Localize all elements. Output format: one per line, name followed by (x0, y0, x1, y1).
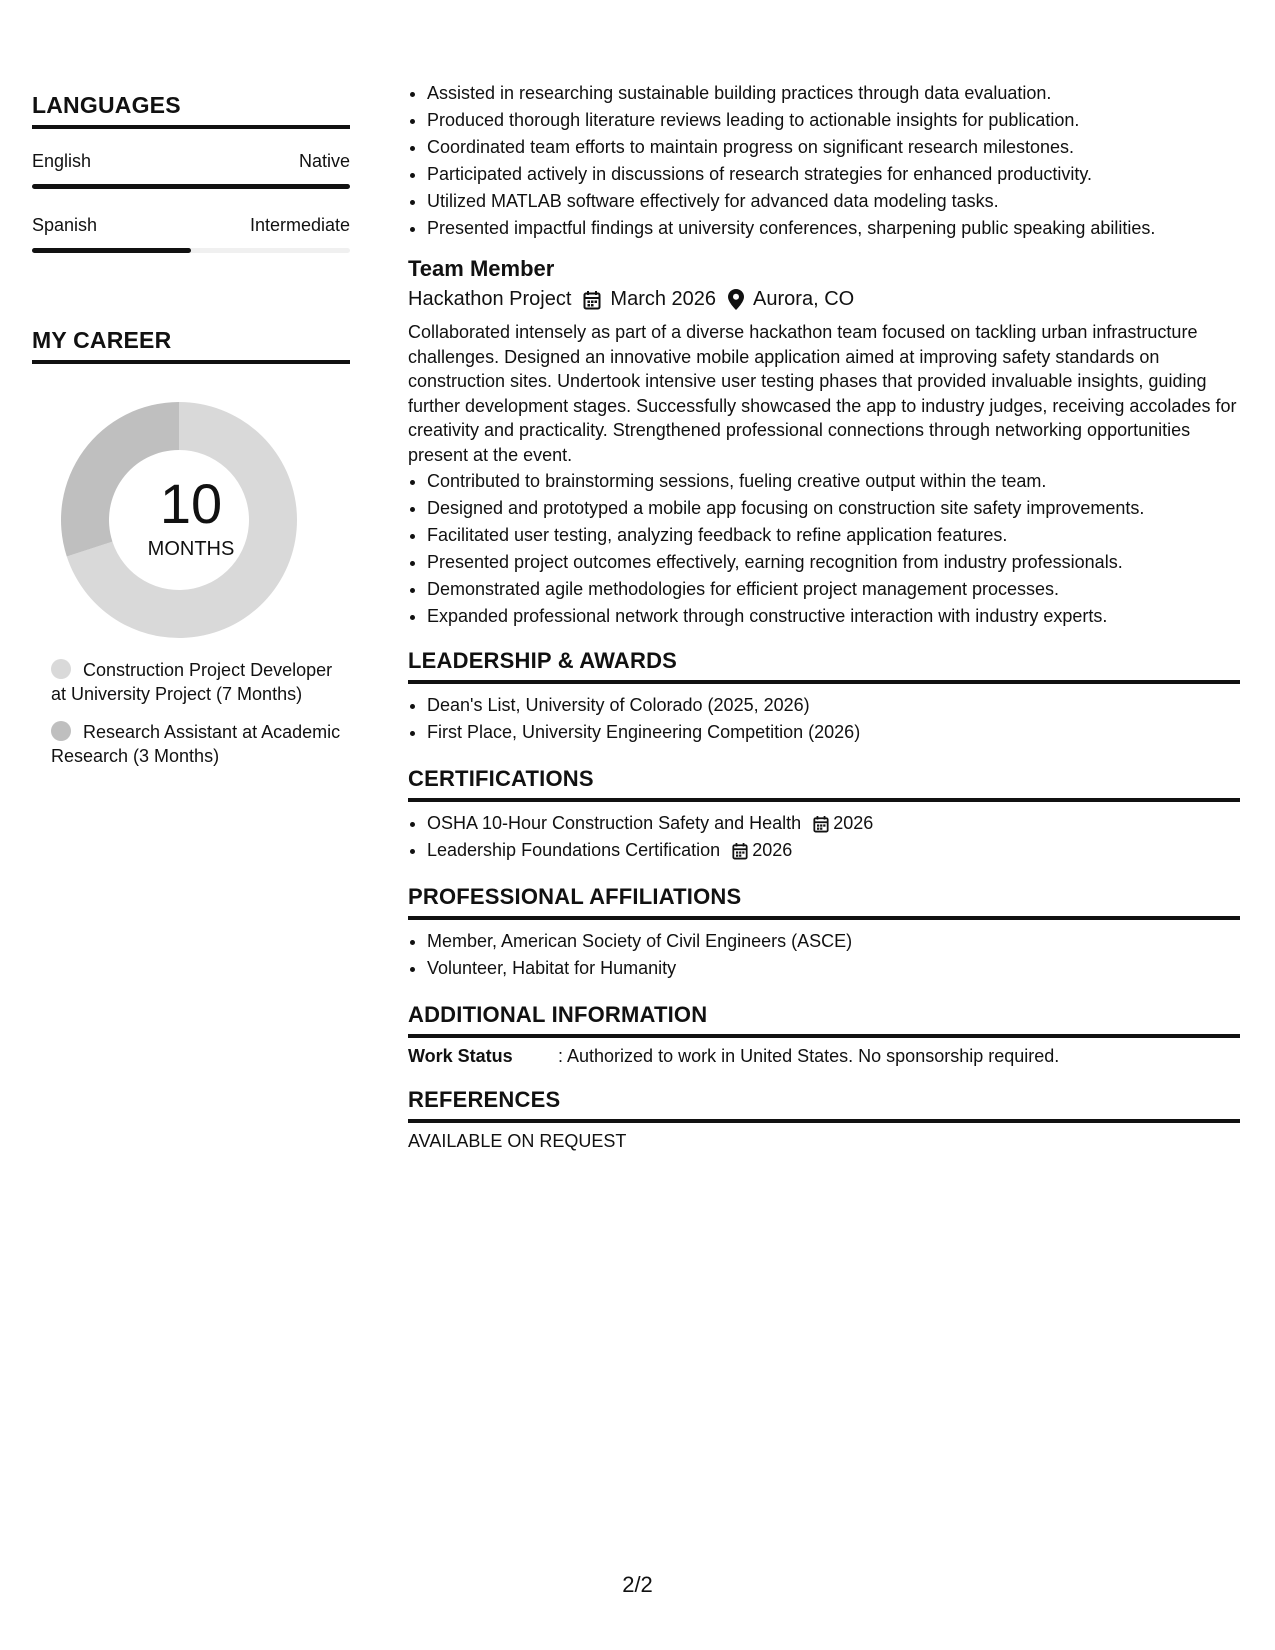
job-title: Team Member (408, 256, 555, 281)
list-item: • Presented project outcomes effectively, earning recognition from industry professionals. (427, 549, 1240, 576)
legend-swatch (51, 659, 71, 679)
legend-label: Construction Project Developer at University Project (7 Months) (51, 660, 333, 704)
list-item: • Facilitated user testing, analyzing feedback to refine application features. (427, 522, 1240, 549)
calendar-icon (583, 290, 601, 310)
list-item: • Demonstrated agile methodologies for efficient project management processes. (427, 576, 1240, 603)
list-item: • Member, American Society of Civil Engineers (ASCE) (427, 928, 1240, 955)
career-total-value: 10 (159, 472, 223, 535)
list-item: • Volunteer, Habitat for Humanity (427, 955, 1240, 982)
references-text: AVAILABLE ON REQUEST (408, 1131, 627, 1151)
language-proficiency-bar (32, 184, 350, 189)
leadership-title: LEADERSHIP & AWARDS (408, 648, 1240, 684)
list-item: • First Place, University Engineering Competition (2026) (427, 719, 1240, 746)
list-item: • Presented impactful findings at university conferences, sharpening public speaking abilities. (427, 215, 1240, 242)
references-title: REFERENCES (408, 1087, 1240, 1123)
list-item (427, 810, 1240, 837)
job-entry (408, 256, 1240, 630)
certification-year: 2026 (833, 813, 874, 833)
certifications-list (408, 810, 1240, 864)
legend-swatch (51, 721, 71, 741)
language-item (32, 215, 350, 253)
language-level: Native (298, 151, 350, 171)
affiliations-title: PROFESSIONAL AFFILIATIONS (408, 884, 1240, 920)
job-date: March 2026 (610, 288, 717, 310)
language-proficiency-fill (32, 184, 350, 189)
job-meta (408, 288, 1240, 311)
previous-job-bullets (408, 80, 1240, 242)
job-bullets (408, 468, 1240, 630)
list-item (427, 837, 1240, 864)
certification-name: • Leadership Foundations Certification (427, 840, 721, 860)
language-name: English (32, 151, 92, 171)
languages-section (32, 92, 350, 253)
legend-label: Research Assistant at Academic Research (3 Months) (51, 722, 341, 766)
calendar-icon (732, 842, 748, 860)
career-section (32, 327, 350, 768)
leadership-list (408, 692, 1240, 746)
additional-info-title: ADDITIONAL INFORMATION (408, 1002, 1240, 1038)
list-item: • Coordinated team efforts to maintain progress on significant research milestones. (427, 134, 1240, 161)
career-total-unit: MONTHS (147, 538, 235, 560)
language-proficiency-bar (32, 248, 350, 253)
career-donut-chart (32, 388, 350, 648)
list-item: • Participated actively in discussions of research strategies for enhanced productivity. (427, 161, 1240, 188)
certification-name: • OSHA 10-Hour Construction Safety and Health (427, 813, 802, 833)
job-organization: Hackathon Project (408, 288, 572, 310)
affiliations-list (408, 928, 1240, 982)
work-status-row (408, 1046, 1240, 1067)
certifications-title: CERTIFICATIONS (408, 766, 1240, 802)
right-column (408, 80, 1240, 1152)
career-title: MY CAREER (32, 327, 350, 364)
language-level: Intermediate (249, 215, 350, 235)
affiliations-section (408, 884, 1240, 982)
language-proficiency-fill (32, 248, 191, 253)
list-item: • Produced thorough literature reviews leading to actionable insights for publication. (427, 107, 1240, 134)
additional-info-section (408, 1002, 1240, 1067)
certification-year: 2026 (752, 840, 793, 860)
languages-title: LANGUAGES (32, 92, 350, 129)
left-column (32, 92, 350, 782)
job-description: Collaborated intensely as part of a diverse hackathon team focused on tackling urban infrastructure challenges. Designed an innovative mobile application aimed at improving safety standards on construction sites. Undertook intensive user testing phases that provided invaluable insights, guiding further development stages. Successfully showcased the app to industry judges, receiving accolades for creativity and practicality. Strengthened professional connections through networking opportunities present at the event. (408, 322, 1237, 465)
career-legend (32, 658, 350, 768)
page-number: 2/2 (622, 1572, 653, 1597)
language-name: Spanish (32, 215, 98, 235)
list-item: • Expanded professional network through constructive interaction with industry experts. (427, 603, 1240, 630)
legend-item (51, 658, 350, 706)
list-item: • Contributed to brainstorming sessions, fueling creative output within the team. (427, 468, 1240, 495)
list-item: • Dean's List, University of Colorado (2025, 2026) (427, 692, 1240, 719)
list-item: • Utilized MATLAB software effectively for advanced data modeling tasks. (427, 188, 1240, 215)
work-status-label: Work Status (408, 1046, 513, 1066)
language-item (32, 151, 350, 189)
calendar-icon (813, 815, 829, 833)
leadership-section (408, 648, 1240, 746)
list-item: • Designed and prototyped a mobile app focusing on construction site safety improvements. (427, 495, 1240, 522)
job-location: Aurora, CO (753, 288, 855, 310)
map-pin-icon (728, 289, 744, 310)
legend-item (51, 720, 350, 768)
work-status-value: : Authorized to work in United States. No sponsorship required. (558, 1046, 1060, 1066)
certifications-section (408, 766, 1240, 864)
list-item: • Assisted in researching sustainable building practices through data evaluation. (427, 80, 1240, 107)
references-section (408, 1087, 1240, 1152)
